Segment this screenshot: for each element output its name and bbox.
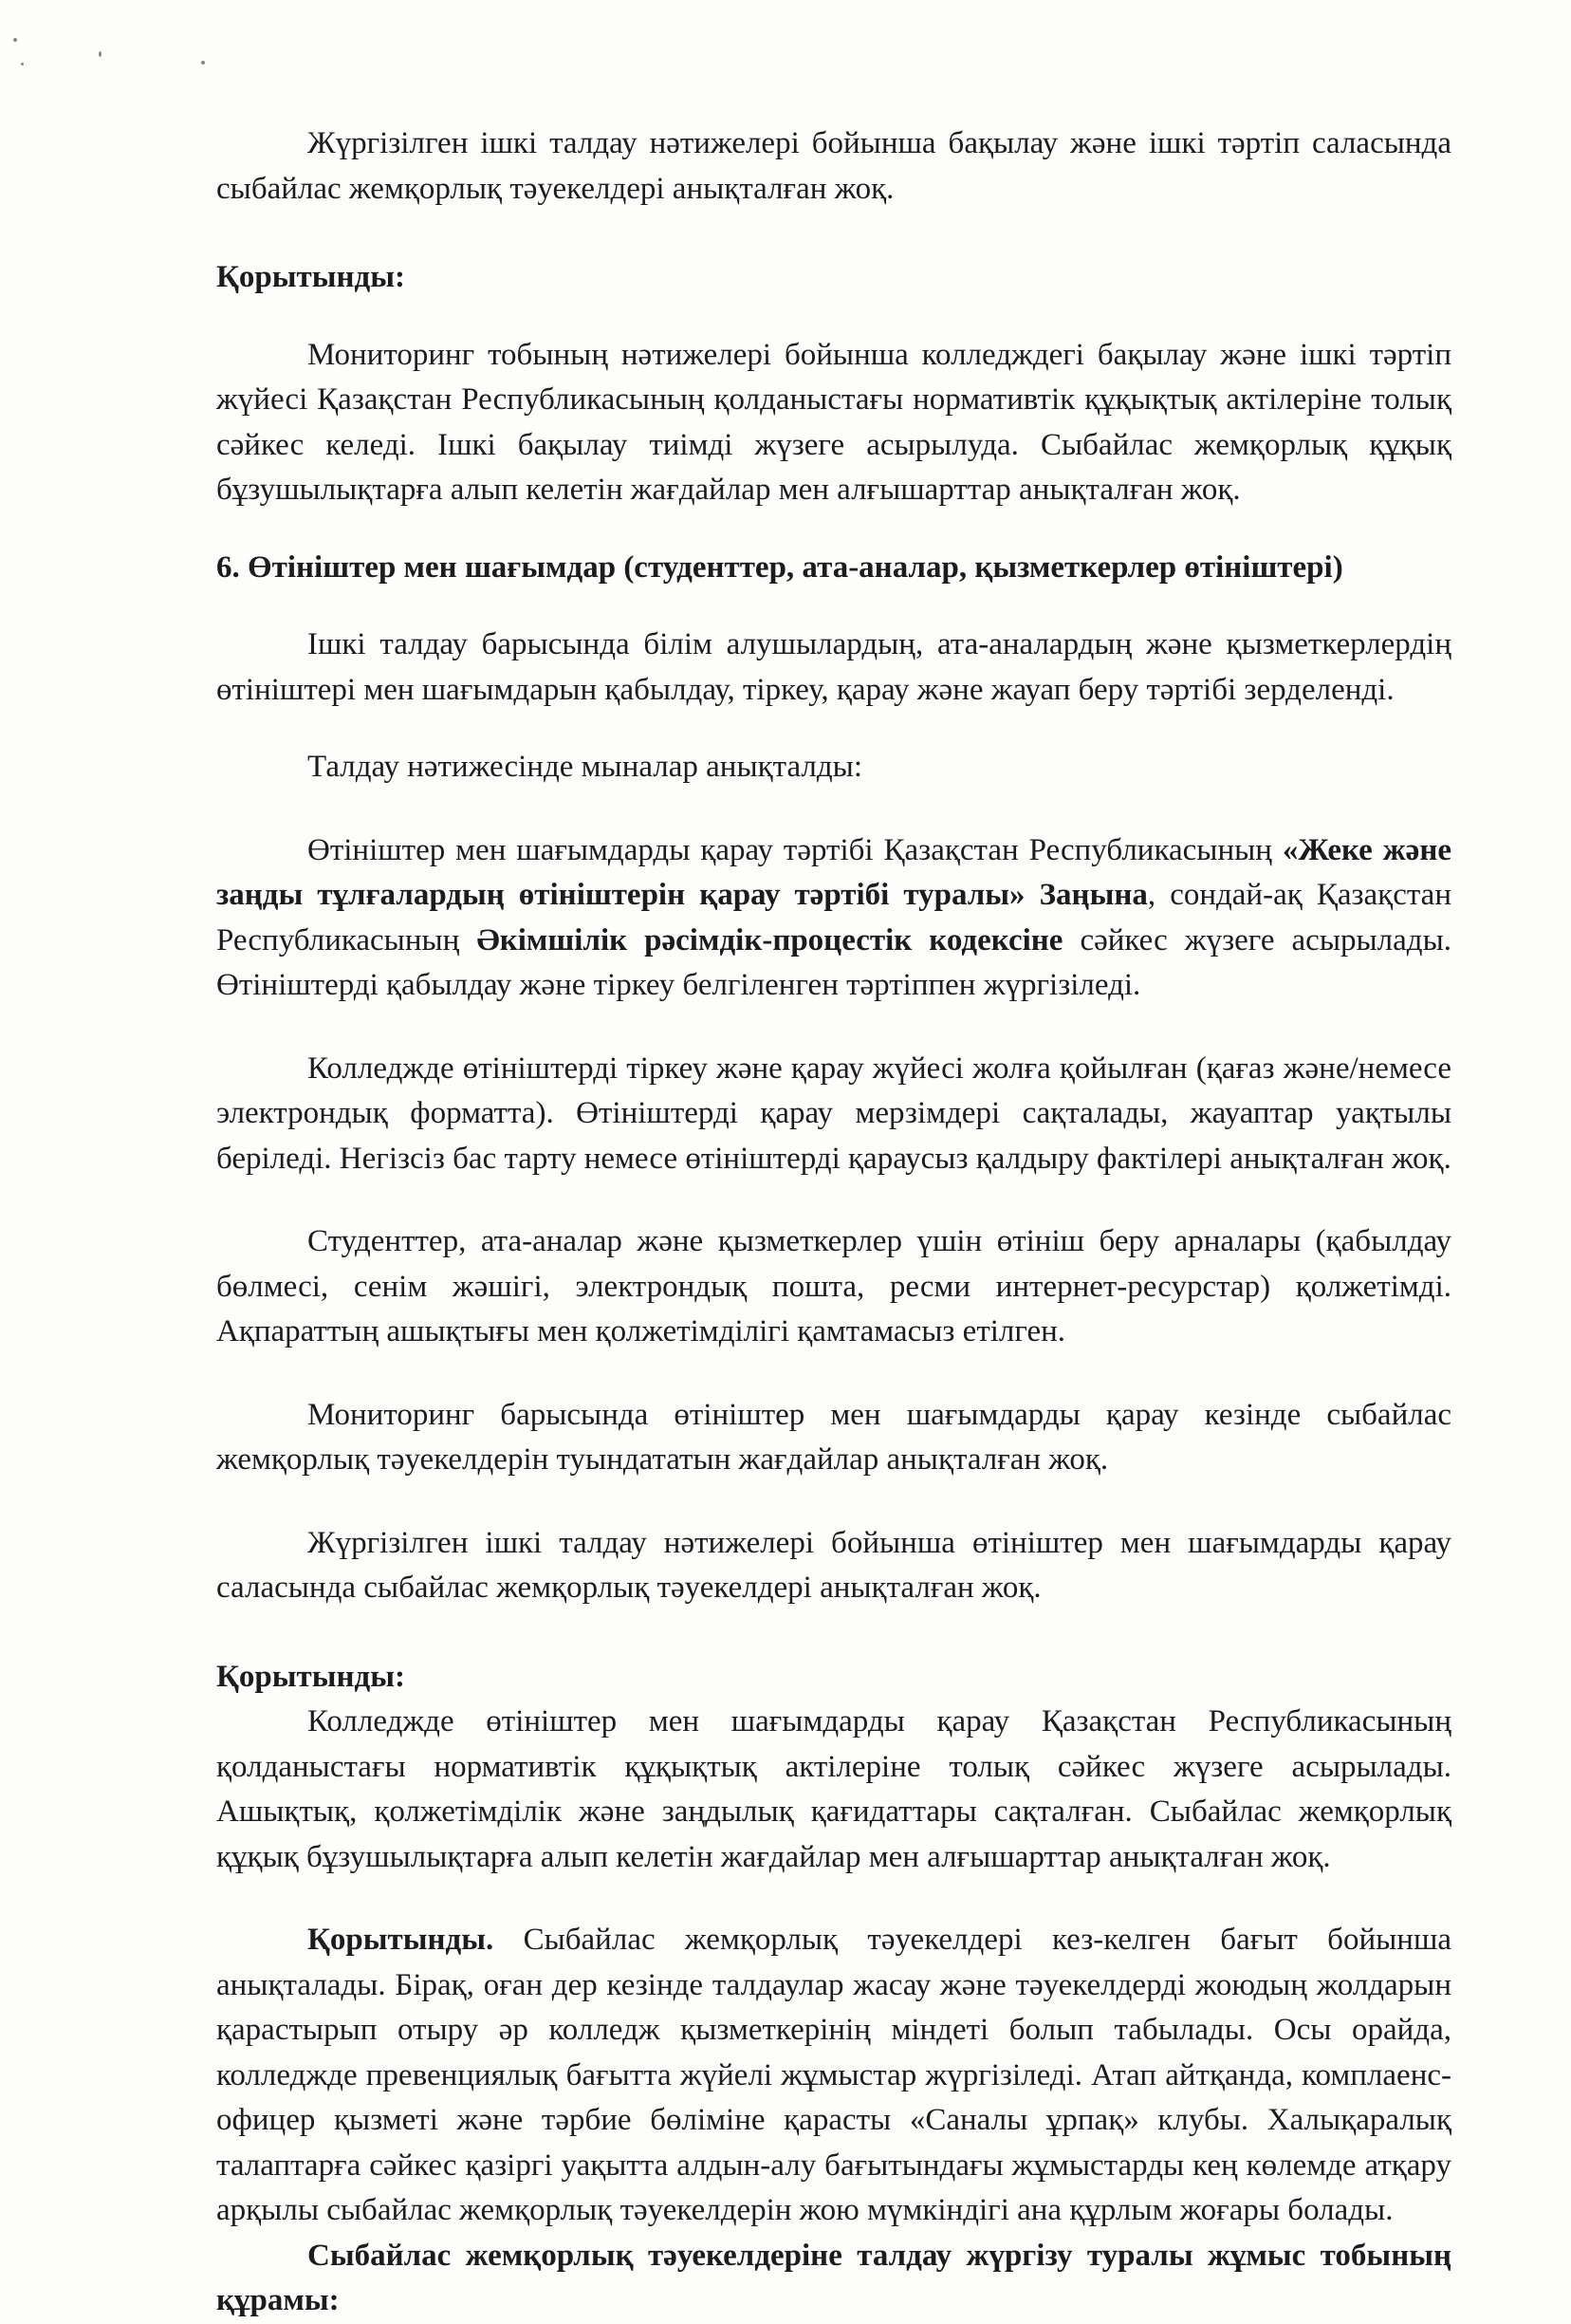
paragraph-analysis-scope: Ішкі талдау барысында білім алушылардың, ата-аналардың және қызметкерлердің өтініштері мен шағымдарын қабылдау, тіркеу, қарау және жауап беру тәртібі зерделенді.: [216, 627, 1451, 707]
code-title: Әкімшілік рәсімдік-процестік кодексіне: [476, 922, 1063, 957]
heading-conclusion-1: Қорытынды:: [216, 260, 405, 294]
paragraph-registration-system: Колледжде өтініштерді тіркеу және қарау жүйесі жолға қойылған (қағаз және/немесе электрондық форматта). Өтініштерді қарау мерзімдері сақталады, жауаптар уақтылы беріледі. Негізсіз бас тарту немесе өтініштерді қараусыз қалдыру фактілері анықталған жоқ.: [216, 1050, 1451, 1176]
scan-speck: [99, 51, 102, 57]
paragraph-complaints-result: Жүргізілген ішкі талдау нәтижелері бойынша өтініштер мен шағымдарды қарау саласында сыбайлас жемқорлық тәуекелдері анықталған жоқ.: [216, 1525, 1451, 1605]
paragraph-final-conclusion: [216, 1918, 1451, 2234]
scan-speck: [201, 61, 205, 65]
paragraph-submission-channels: Студенттер, ата-аналар және қызметкерлер үшін өтініш беру арналары (қабылдау бөлмесі, сенім жәшігі, электрондық пошта, ресми интернет-ресурстар) қолжетімді. Ақпараттың ашықтығы мен қолжетімділігі қамтамасыз етілген.: [216, 1224, 1451, 1348]
scan-speck: [21, 63, 24, 65]
paragraph-findings-intro: Талдау нәтижесінде мыналар анықталды:: [307, 750, 863, 784]
section-heading-6: 6. Өтініштер мен шағымдар (студенттер, ата-аналар, қызметкерлер өтініштері): [216, 549, 1343, 585]
scan-speck: [13, 38, 17, 42]
legal-basis-text: , сондай-ақ Қазақстан Республикасының: [216, 878, 1451, 957]
paragraph-internal-discipline-result: Жүргізілген ішкі талдау нәтижелері бойынша бақылау және ішкі тәртіп саласында сыбайлас жемқорлық тәуекелдері анықталған жоқ.: [216, 126, 1451, 206]
paragraph-monitoring-conclusion: Мониторинг тобының нәтижелері бойынша колледждегі бақылау және ішкі тәртіп жүйесі Қазақстан Республикасының қолданыстағы нормативтік құқықтық актілеріне толық сәйкес келеді. Ішкі бақылау тиімді жүзеге асырылуда. Сыбайлас жемқорлық құқық бұзушылықтарға алып келетін жағдайлар мен алғышарттар анықталған жоқ.: [216, 337, 1451, 507]
final-conclusion-body: Сыбайлас жемқорлық тәуекелдері кез-келген бағыт бойынша анықталады. Бірақ, оған дер кезінде талдаулар жасау және тәуекелдерді жоюдың жолдарын қарастырып отыру әр колледж қызметкерінің міндеті болып табылады. Осы орайда, колледжде превенциялық бағытта жүйелі жұмыстар жүргізіледі. Атап айтқанда, комплаенс-офицер қызметі және тәрбие бөліміне қарасты «Саналы ұрпақ» клубы. Халықаралық талаптарға сәйкес қазіргі уақытта алдын-алу бағытындағы жұмыстарды кең көлемде атқару арқылы сыбайлас жемқорлық тәуекелдерін жою мүмкіндігі ана құрлым жоғары болады.: [216, 1923, 1451, 2227]
paragraph-monitoring-risks: Мониторинг барысында өтініштер мен шағымдарды қарау кезінде сыбайлас жемқорлық тәуекелдерін туындататын жағдайлар анықталған жоқ.: [216, 1397, 1451, 1477]
law-title: «Жеке және заңды тұлғалардың өтініштерін қарау тәртібі туралы» Заңына: [216, 832, 1451, 912]
heading-working-group: Сыбайлас жемқорлық тәуекелдеріне талдау жүргізу туралы жұмыс тобының құрамы:: [216, 2238, 1451, 2317]
document-page: [216, 121, 1451, 2324]
heading-conclusion-2: Қорытынды:: [216, 1659, 405, 1694]
paragraph-complaints-conclusion: Колледжде өтініштер мен шағымдарды қарау Қазақстан Республикасының қолданыстағы нормативтік құқықтық актілеріне толық сәйкес жүзеге асырылады. Ашықтық, қолжетімділік және заңдылық қағидаттары сақталған. Сыбайлас жемқорлық құқық бұзушылықтарға алып келетін жағдайлар мен алғышарттар анықталған жоқ.: [216, 1704, 1451, 1874]
final-conclusion-lead: Қорытынды.: [307, 1923, 494, 1957]
paragraph-legal-basis: [216, 828, 1451, 1009]
legal-basis-text: сәйкес жүзеге асырылады. Өтініштерді қабылдау және тіркеу белгіленген тәртіппен жүргізіледі.: [216, 922, 1451, 1002]
legal-basis-text: Өтініштер мен шағымдарды қарау тәртібі Қазақстан Республикасының: [307, 832, 1283, 867]
